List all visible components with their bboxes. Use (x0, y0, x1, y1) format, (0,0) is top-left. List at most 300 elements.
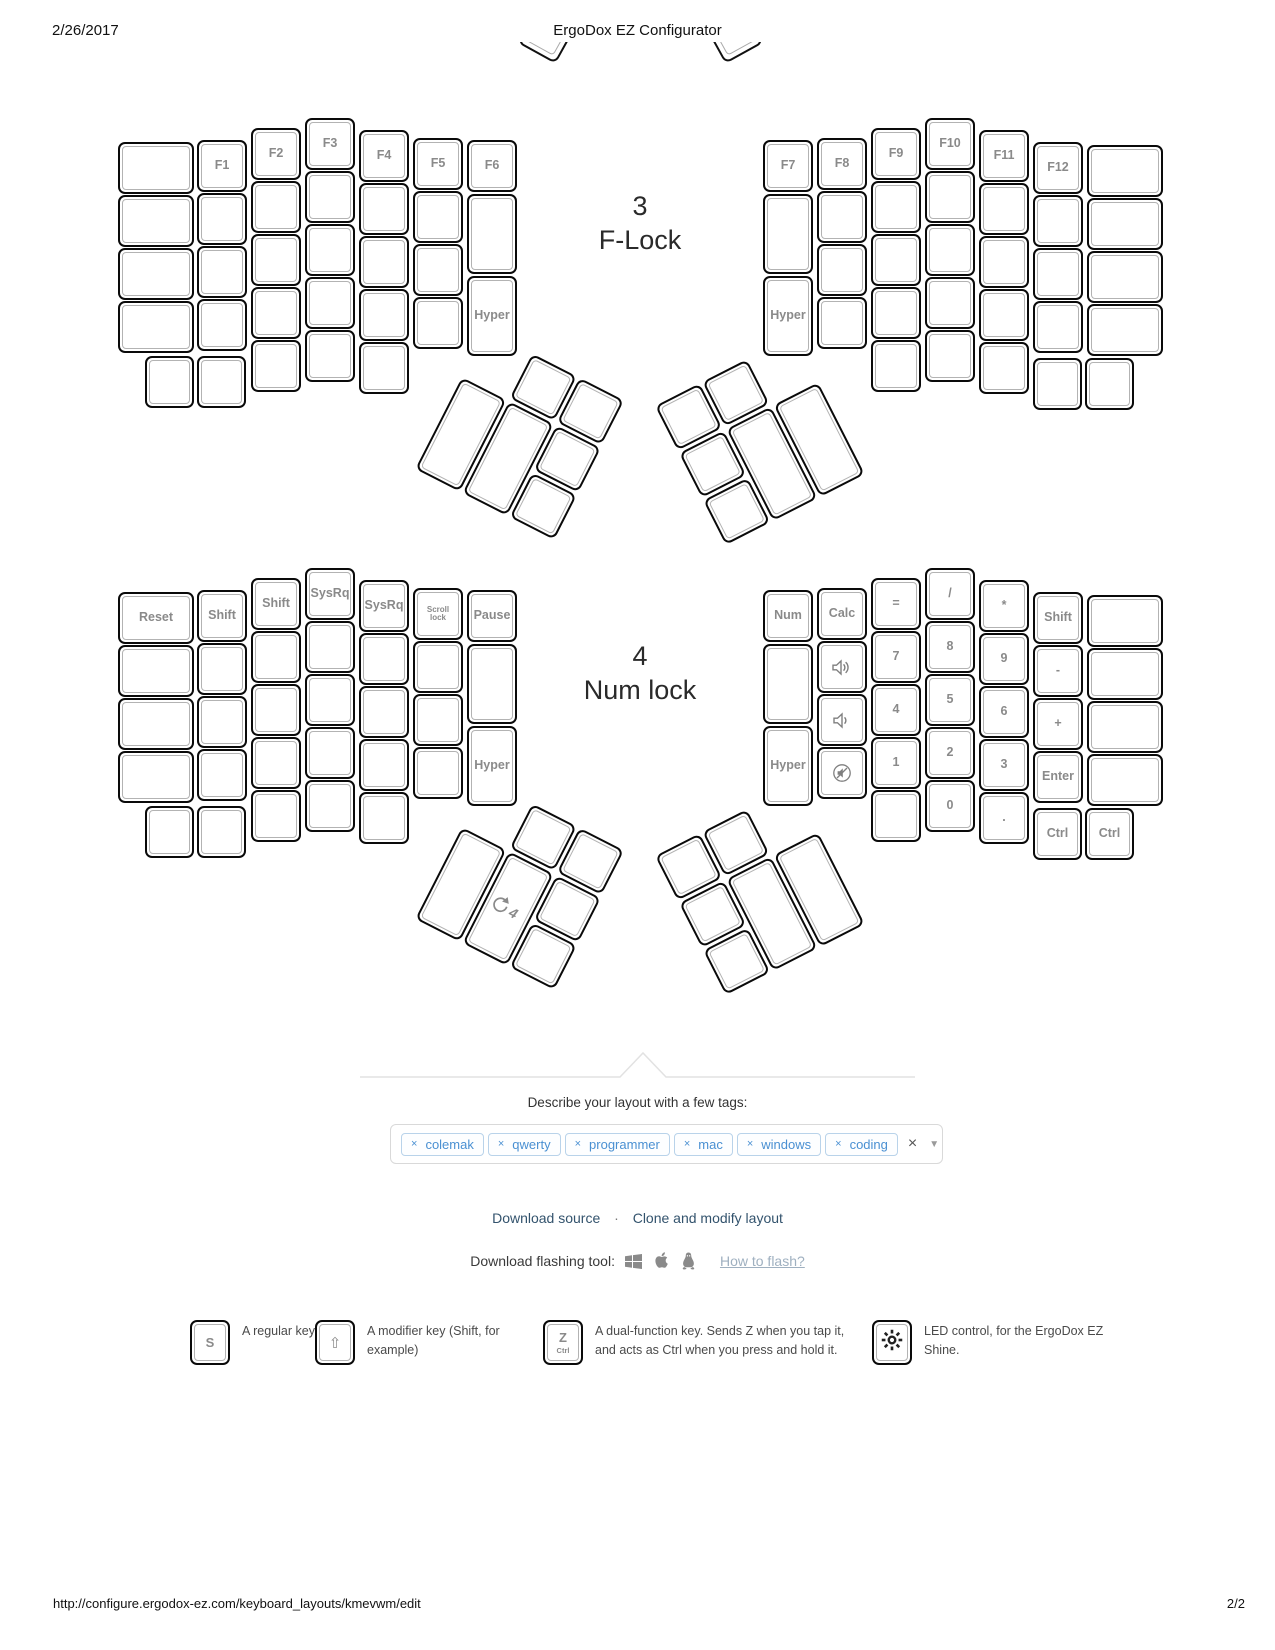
key-label (821, 195, 863, 239)
blank-key[interactable] (925, 330, 975, 382)
blank-key[interactable] (1087, 251, 1163, 303)
blank-key[interactable] (979, 236, 1029, 288)
key-label (1091, 599, 1159, 643)
key-label: F4 (363, 134, 405, 178)
key-label: SysRq (309, 572, 351, 616)
key-label (417, 195, 459, 239)
tag-chip-qwerty[interactable] (488, 1133, 561, 1156)
key-label: 3 (983, 743, 1025, 787)
blank-key[interactable] (925, 224, 975, 276)
key-label (709, 483, 765, 539)
key-f12[interactable] (1033, 142, 1083, 194)
blank-key[interactable] (197, 356, 246, 408)
blank-key[interactable] (359, 236, 409, 288)
legend-item-led (872, 1320, 1132, 1365)
tag-chip-programmer[interactable] (565, 1133, 670, 1156)
key-label (539, 431, 595, 487)
key-label (309, 678, 351, 722)
key-label (201, 303, 243, 347)
period-key[interactable] (979, 792, 1029, 844)
remove-tag-icon[interactable]: × (574, 1138, 582, 1150)
flash-tool-label: Download flashing tool: (470, 1253, 615, 1269)
blank-key[interactable] (871, 790, 921, 842)
key-label (1091, 705, 1159, 749)
footer-url: http://configure.ergodox-ez.com/keyboard_layouts/kmevwm/edit (53, 1596, 421, 1611)
key-label: Pause (471, 594, 513, 638)
key-label: Ctrl (1089, 812, 1130, 856)
blank-key[interactable] (871, 234, 921, 286)
key-label (122, 649, 190, 693)
blank-key[interactable] (1087, 198, 1163, 250)
blank-key[interactable] (197, 246, 247, 298)
volume-up-icon (821, 645, 863, 689)
cutoff-key-outline (517, 42, 577, 64)
blank-key[interactable] (197, 643, 247, 695)
key-f5[interactable] (413, 138, 463, 190)
key-label: / (929, 572, 971, 616)
key-num[interactable] (763, 590, 813, 642)
blank-key[interactable] (359, 739, 409, 791)
key-label (309, 228, 351, 272)
blank-key[interactable] (251, 287, 301, 339)
blank-key[interactable] (118, 301, 194, 353)
blank-key[interactable] (467, 194, 517, 274)
key-label (562, 383, 618, 439)
key-7[interactable] (871, 631, 921, 683)
blank-key[interactable] (251, 790, 301, 842)
blank-key[interactable] (197, 696, 247, 748)
blank-key[interactable] (145, 806, 194, 858)
blank-key[interactable] (359, 792, 409, 844)
cutoff-key-outline (704, 42, 764, 64)
key-4[interactable] (871, 684, 921, 736)
key-label (122, 252, 190, 296)
flash-row (0, 1252, 1275, 1270)
blank-key[interactable] (197, 749, 247, 801)
blank-key[interactable] (359, 633, 409, 685)
blank-key[interactable] (817, 297, 867, 349)
key-6[interactable] (979, 686, 1029, 738)
key-label (515, 928, 571, 984)
link-separator: · (614, 1210, 619, 1226)
blank-key[interactable] (1085, 358, 1134, 410)
key-label (983, 240, 1025, 284)
blank-key[interactable] (925, 171, 975, 223)
key-pause[interactable] (467, 590, 517, 642)
blank-key[interactable] (1087, 754, 1163, 806)
blank-key[interactable] (1087, 304, 1163, 356)
key-f1[interactable] (197, 140, 247, 192)
blank-key[interactable] (413, 747, 463, 799)
blank-key[interactable] (871, 340, 921, 392)
windows-icon[interactable] (625, 1254, 642, 1269)
blank-key[interactable] (1087, 648, 1163, 700)
key-label (363, 743, 405, 787)
download-source-link[interactable]: Download source (492, 1210, 601, 1226)
key-label (709, 933, 765, 989)
blank-key[interactable] (413, 191, 463, 243)
key-f2[interactable] (251, 128, 301, 180)
key-ctrl[interactable] (1033, 808, 1082, 860)
key-label: * (983, 584, 1025, 628)
chevron-down-icon[interactable]: ▼ (929, 1138, 940, 1150)
key-label: F7 (767, 144, 809, 188)
key-0[interactable] (925, 780, 975, 832)
key-label (471, 198, 513, 270)
blank-key[interactable] (1033, 195, 1083, 247)
key-label (821, 248, 863, 292)
key-label: Hyper (767, 730, 809, 802)
key-label (201, 647, 243, 691)
key-label (363, 690, 405, 734)
key-1[interactable] (871, 737, 921, 789)
blank-key[interactable] (413, 297, 463, 349)
key-label: + (1037, 702, 1079, 746)
key-label (255, 238, 297, 282)
key-label (122, 305, 190, 349)
volume-down-icon (821, 698, 863, 742)
key-5[interactable] (925, 674, 975, 726)
layer-3-right-keyboard (758, 115, 1168, 415)
blank-key[interactable] (1033, 301, 1083, 353)
key-label (767, 648, 809, 720)
key-label (767, 198, 809, 270)
blank-key[interactable] (251, 631, 301, 683)
slash-key[interactable] (925, 568, 975, 620)
key-label: Scroll lock (417, 592, 459, 636)
blank-key[interactable] (359, 289, 409, 341)
blank-key[interactable] (817, 244, 867, 296)
key-3[interactable] (979, 739, 1029, 791)
tag-label: programmer (589, 1136, 660, 1152)
key-label (1037, 252, 1079, 296)
key-label (1091, 202, 1159, 246)
key-f6[interactable] (467, 140, 517, 192)
layer-4-title (510, 640, 770, 708)
blank-key[interactable] (305, 621, 355, 673)
key-label (417, 248, 459, 292)
key-f7[interactable] (763, 140, 813, 192)
key-label (983, 293, 1025, 337)
key-label (821, 301, 863, 345)
key-f9[interactable] (871, 128, 921, 180)
key-label (929, 228, 971, 272)
asterisk-key[interactable] (979, 580, 1029, 632)
blank-key[interactable] (1087, 145, 1163, 197)
blank-key[interactable] (305, 224, 355, 276)
key-label: F2 (255, 132, 297, 176)
key-label: F11 (983, 134, 1025, 178)
tag-chip-colemak[interactable] (401, 1133, 484, 1156)
minus-key[interactable] (1033, 645, 1083, 697)
key-label (539, 881, 595, 937)
key-label (983, 346, 1025, 390)
blank-key[interactable] (118, 142, 194, 194)
legend-modifier-text: A modifier key (Shift, for example) (367, 1324, 500, 1358)
key-sysrq[interactable] (359, 580, 409, 632)
key-label (149, 360, 190, 404)
key-label: 8 (929, 625, 971, 669)
blank-key[interactable] (1087, 595, 1163, 647)
volume-up-key[interactable] (817, 641, 867, 693)
key-label (201, 197, 243, 241)
legend-dual-key-main: Z (559, 1330, 567, 1345)
key-label (515, 809, 571, 865)
key-label (1089, 362, 1130, 406)
key-label (1091, 255, 1159, 299)
key-calc[interactable] (817, 588, 867, 640)
key-label (1037, 305, 1079, 349)
key-label (255, 794, 297, 838)
blank-key[interactable] (197, 299, 247, 351)
blank-key[interactable] (145, 356, 194, 408)
blank-key[interactable] (251, 181, 301, 233)
remove-tag-icon[interactable]: × (746, 1138, 754, 1150)
blank-key[interactable] (1087, 701, 1163, 753)
key-label: Shift (201, 594, 243, 638)
blank-key[interactable] (979, 289, 1029, 341)
key-label: F1 (201, 144, 243, 188)
key-label: 2 (929, 731, 971, 775)
layer-4-number: 4 (632, 641, 648, 671)
key-shift[interactable] (197, 590, 247, 642)
key-label (122, 199, 190, 243)
blank-key[interactable] (118, 248, 194, 300)
blank-key[interactable] (197, 806, 246, 858)
key-label: 0 (929, 784, 971, 828)
clone-layout-link[interactable]: Clone and modify layout (632, 1210, 783, 1226)
page-title: ErgoDox EZ Configurator (553, 22, 722, 39)
blank-key[interactable] (305, 277, 355, 329)
key-label: 5 (929, 678, 971, 722)
blank-key[interactable] (251, 684, 301, 736)
key-label (1091, 149, 1159, 193)
tag-label: colemak (425, 1136, 474, 1152)
blank-key[interactable] (359, 183, 409, 235)
key-label: Hyper (471, 280, 513, 352)
key-label: . (983, 796, 1025, 840)
key-label: F6 (471, 144, 513, 188)
blank-key[interactable] (118, 751, 194, 803)
layer-4-right-keyboard (758, 565, 1168, 865)
legend-regular-text: A regular key (242, 1324, 315, 1338)
layer-4-name: Num lock (583, 674, 697, 705)
key-label (363, 796, 405, 840)
blank-key[interactable] (305, 780, 355, 832)
blank-key[interactable] (1033, 248, 1083, 300)
key-8[interactable] (925, 621, 975, 673)
key-scroll-lock[interactable] (413, 588, 463, 640)
key-label (309, 175, 351, 219)
equals-key[interactable] (871, 578, 921, 630)
key-reset[interactable] (118, 592, 194, 644)
blank-key[interactable] (413, 244, 463, 296)
key-f4[interactable] (359, 130, 409, 182)
blank-key[interactable] (305, 171, 355, 223)
layer-3-number: 3 (632, 191, 648, 221)
blank-key[interactable] (305, 674, 355, 726)
blank-key[interactable] (1033, 358, 1082, 410)
remove-tag-icon[interactable]: × (411, 1138, 418, 1150)
key-label: Calc (821, 592, 863, 636)
key-label (363, 637, 405, 681)
tag-chip-coding[interactable] (825, 1133, 898, 1156)
volume-mute-key[interactable] (817, 747, 867, 799)
how-to-flash-link[interactable]: How to flash? (719, 1253, 805, 1269)
volume-down-key[interactable] (817, 694, 867, 746)
key-enter[interactable] (1033, 751, 1083, 803)
layer-3-title (510, 190, 770, 258)
key-label: F5 (417, 142, 459, 186)
key-label (201, 700, 243, 744)
blank-key[interactable] (305, 330, 355, 382)
key-label (875, 238, 917, 282)
remove-tag-icon[interactable]: × (835, 1138, 842, 1150)
divider-caret (355, 1046, 920, 1080)
blank-key[interactable] (118, 645, 194, 697)
key-9[interactable] (979, 633, 1029, 685)
blank-key[interactable] (118, 195, 194, 247)
key-label (309, 731, 351, 775)
key-label (1037, 199, 1079, 243)
key-label (149, 810, 190, 854)
key-label: = (875, 582, 917, 626)
shift-arrow-icon: ⇧ (328, 1333, 342, 1352)
key-label (309, 784, 351, 828)
remove-tag-icon[interactable]: × (683, 1138, 691, 1150)
blank-key[interactable] (251, 737, 301, 789)
tag-list (401, 1133, 898, 1156)
tags-input-box[interactable] (390, 1124, 943, 1164)
legend-regular-key (190, 1320, 230, 1365)
key-label (255, 291, 297, 335)
key-label: Hyper (471, 730, 513, 802)
plus-key[interactable] (1033, 698, 1083, 750)
key-label: Enter (1037, 755, 1079, 799)
blank-key[interactable] (359, 686, 409, 738)
print-date: 2/26/2017 (52, 22, 119, 39)
key-label (1091, 758, 1159, 802)
key-label (255, 185, 297, 229)
blank-key[interactable] (413, 641, 463, 693)
key-label (363, 187, 405, 231)
key-ctrl[interactable] (1085, 808, 1134, 860)
blank-key[interactable] (251, 234, 301, 286)
key-label (1091, 652, 1159, 696)
key-label: Reset (122, 596, 190, 640)
tag-chip-windows[interactable] (737, 1133, 821, 1156)
legend-dual-key (543, 1320, 583, 1365)
key-label (201, 753, 243, 797)
key-label (708, 365, 764, 421)
link-row (0, 1210, 1275, 1226)
key-label: 9 (983, 637, 1025, 681)
key-2[interactable] (925, 727, 975, 779)
key-f3[interactable] (305, 118, 355, 170)
clear-tags-icon[interactable]: × (907, 1135, 918, 1152)
key-label: Hyper (767, 280, 809, 352)
apple-icon[interactable] (654, 1252, 669, 1270)
key-label (875, 344, 917, 388)
key-label: Num (767, 594, 809, 638)
key-label (417, 301, 459, 345)
key-label (309, 281, 351, 325)
key-label: F9 (875, 132, 917, 176)
key-label (684, 886, 740, 942)
blank-key[interactable] (871, 181, 921, 233)
tag-label: windows (761, 1136, 812, 1152)
key-label: 1 (875, 741, 917, 785)
linux-icon[interactable] (681, 1252, 696, 1270)
key-f8[interactable] (817, 138, 867, 190)
blank-key[interactable] (763, 194, 813, 274)
key-f11[interactable] (979, 130, 1029, 182)
key-f10[interactable] (925, 118, 975, 170)
key-label (122, 702, 190, 746)
blank-key[interactable] (817, 191, 867, 243)
key-label: SysRq (363, 584, 405, 628)
key-label (363, 240, 405, 284)
blank-key[interactable] (251, 340, 301, 392)
led-icon (880, 1328, 904, 1357)
key-label: 6 (983, 690, 1025, 734)
layer-3-name: F-Lock (598, 224, 682, 255)
key-sysrq[interactable] (305, 568, 355, 620)
blank-key[interactable] (979, 342, 1029, 394)
svg-text:4: 4 (506, 903, 521, 922)
blank-key[interactable] (305, 727, 355, 779)
blank-key[interactable] (467, 644, 517, 724)
blank-key[interactable] (979, 183, 1029, 235)
blank-key[interactable] (413, 694, 463, 746)
blank-key[interactable] (197, 193, 247, 245)
key-label: F8 (821, 142, 863, 186)
tag-chip-mac[interactable] (674, 1133, 733, 1156)
blank-key[interactable] (118, 698, 194, 750)
blank-key[interactable] (359, 342, 409, 394)
key-label (684, 436, 740, 492)
legend-modifier-key (315, 1320, 355, 1365)
legend-item-dual-function (543, 1320, 863, 1365)
key-label (309, 334, 351, 378)
key-label: F10 (929, 122, 971, 166)
legend-led-text: LED control, for the ErgoDox EZ Shine. (924, 1324, 1104, 1358)
key-label (660, 839, 716, 895)
key-label (255, 635, 297, 679)
key-label (929, 334, 971, 378)
tag-label: coding (849, 1136, 888, 1152)
key-label (471, 648, 513, 720)
legend-regular-key-label: S (205, 1335, 215, 1350)
blank-key[interactable] (925, 277, 975, 329)
cutoff-key-strip (0, 42, 1275, 72)
key-label: Shift (1037, 596, 1079, 640)
blank-key[interactable] (763, 644, 813, 724)
remove-tag-icon[interactable]: × (497, 1138, 505, 1150)
key-label: 7 (875, 635, 917, 679)
key-label (417, 645, 459, 689)
blank-key[interactable] (871, 287, 921, 339)
tags-prompt: Describe your layout with a few tags: (527, 1095, 748, 1110)
key-label (122, 755, 190, 799)
key-shift[interactable] (251, 578, 301, 630)
volume-mute-icon (821, 751, 863, 795)
key-shift[interactable] (1033, 592, 1083, 644)
key-label (201, 360, 242, 404)
key-label (309, 625, 351, 669)
key-label (929, 175, 971, 219)
legend-dual-key-sub: Ctrl (556, 1346, 570, 1355)
